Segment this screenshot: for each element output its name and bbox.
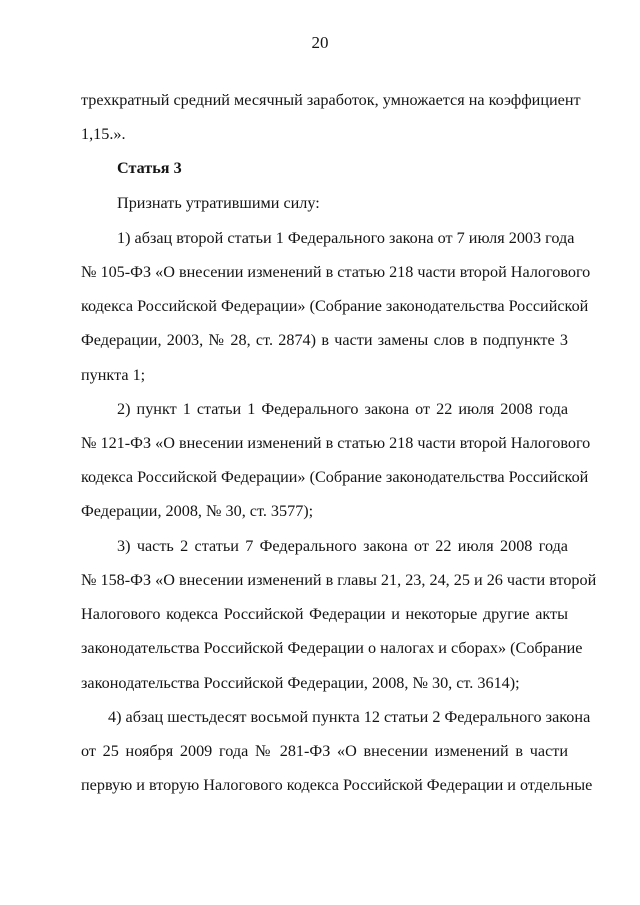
text-line: Федерации, 2008, № 30, ст. 3577); <box>81 502 314 520</box>
article-heading: Статья 3 <box>117 159 182 177</box>
text-line: № 105-ФЗ «О внесении изменений в статью 218 части второй Налогового <box>81 263 591 281</box>
text-line: законодательства Российской Федерации о налогах и сборах» (Собрание <box>81 639 583 657</box>
text-line: от 25 ноября 2009 года № 281-ФЗ «О внесении изменений в части <box>81 742 568 760</box>
list-item-line: 4) абзац шестьдесят восьмой пункта 12 статьи 2 Федерального закона <box>108 708 591 726</box>
text-line: законодательства Российской Федерации, 2008, № 30, ст. 3614); <box>81 674 520 692</box>
text-line: Федерации, 2003, № 28, ст. 2874) в части замены слов в подпункте 3 <box>81 331 568 349</box>
text-line: 1,15.». <box>81 125 126 143</box>
text-line: трехкратный средний месячный заработок, умножается на коэффициент <box>81 91 581 109</box>
list-item-line: 2) пункт 1 статьи 1 Федерального закона от 22 июля 2008 года <box>117 400 568 418</box>
list-item-line: 1) абзац второй статьи 1 Федерального закона от 7 июля 2003 года <box>117 229 575 247</box>
list-item-line: 3) часть 2 статьи 7 Федерального закона от 22 июля 2008 года <box>117 537 568 555</box>
text-line: Налогового кодекса Российской Федерации и некоторые другие акты <box>81 605 568 623</box>
text-line: кодекса Российской Федерации» (Собрание законодательства Российской <box>81 468 589 486</box>
text-line: № 121-ФЗ «О внесении изменений в статью 218 части второй Налогового <box>81 434 591 452</box>
text-line: первую и вторую Налогового кодекса Российской Федерации и отдельные <box>81 776 593 794</box>
text-line: пункта 1; <box>81 366 146 384</box>
text-line: № 158-ФЗ «О внесении изменений в главы 21, 23, 24, 25 и 26 части второй <box>81 571 597 589</box>
text-line: Признать утратившими силу: <box>117 194 320 212</box>
page-number: 20 <box>311 33 329 52</box>
text-line: кодекса Российской Федерации» (Собрание законодательства Российской <box>81 297 589 315</box>
